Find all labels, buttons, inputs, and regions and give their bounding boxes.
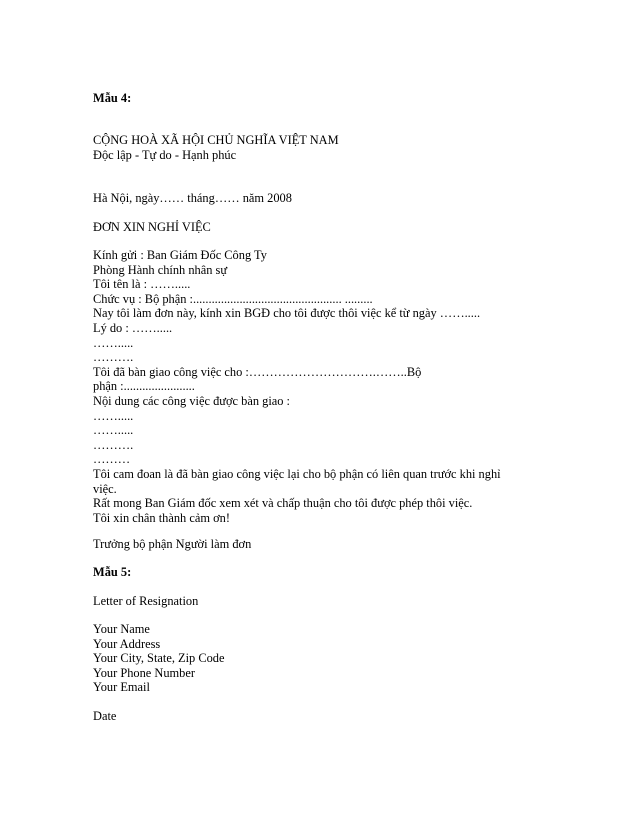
- body-line: …….....: [93, 423, 134, 438]
- body-line: ……….: [93, 437, 134, 452]
- body-line: …….....: [93, 408, 134, 423]
- body-line: Nay tôi làm đơn này, kính xin BGĐ cho tôi được thôi việc kể từ ngày …….....: [93, 306, 481, 321]
- place-date-line: Hà Nội, ngày…… tháng…… năm 2008: [93, 191, 292, 205]
- body-line: phận :.......................: [93, 379, 195, 394]
- letter-title: Letter of Resignation: [93, 594, 199, 608]
- address-line: Your Phone Number: [93, 665, 195, 680]
- body-line: Nội dung các công việc được bàn giao :: [93, 393, 290, 408]
- body-line: Tôi tên là : …….....: [93, 277, 191, 292]
- body-line: Rất mong Ban Giám đốc xem xét và chấp thuận cho tôi được phép thôi việc.: [93, 496, 473, 511]
- address-line: Your City, State, Zip Code: [93, 651, 225, 666]
- sender-address-block: [93, 622, 225, 695]
- body-line: Tôi cam đoan là đã bàn giao công việc lại cho bộ phận có liên quan trước khi nghỉ: [93, 466, 501, 481]
- mau5-heading: Mẫu 5:: [93, 565, 132, 579]
- mau4-heading: Mẫu 4:: [93, 91, 132, 105]
- country-name: CỘNG HOÀ XÃ HỘI CHỦ NGHĨA VIỆT NAM: [93, 133, 339, 147]
- address-line: Your Email: [93, 680, 150, 695]
- address-line: Your Address: [93, 636, 161, 651]
- body-line: ……….: [93, 350, 134, 365]
- body-line: Kính gửi : Ban Giám Đốc Công Ty: [93, 248, 267, 262]
- date-label: Date: [93, 709, 117, 723]
- signature-line: Trưởng bộ phận Người làm đơn: [93, 537, 252, 551]
- body-line: ………: [93, 452, 131, 467]
- letter-body: [93, 248, 501, 525]
- body-line: Tôi đã bàn giao công việc cho :………………………….……..Bộ: [93, 364, 422, 379]
- address-line: Your Name: [93, 622, 150, 636]
- body-line: Chức vụ : Bộ phận :................................................ .........: [93, 291, 373, 306]
- body-line: Phòng Hành chính nhân sự: [93, 262, 228, 277]
- body-line: việc.: [93, 481, 117, 496]
- body-line: Lý do : …….....: [93, 320, 173, 335]
- national-motto: Độc lập - Tự do - Hạnh phúc: [93, 148, 237, 162]
- body-line: …….....: [93, 335, 134, 350]
- document-title: ĐƠN XIN NGHỈ VIỆC: [93, 220, 211, 234]
- body-line: Tôi xin chân thành cảm ơn!: [93, 510, 230, 525]
